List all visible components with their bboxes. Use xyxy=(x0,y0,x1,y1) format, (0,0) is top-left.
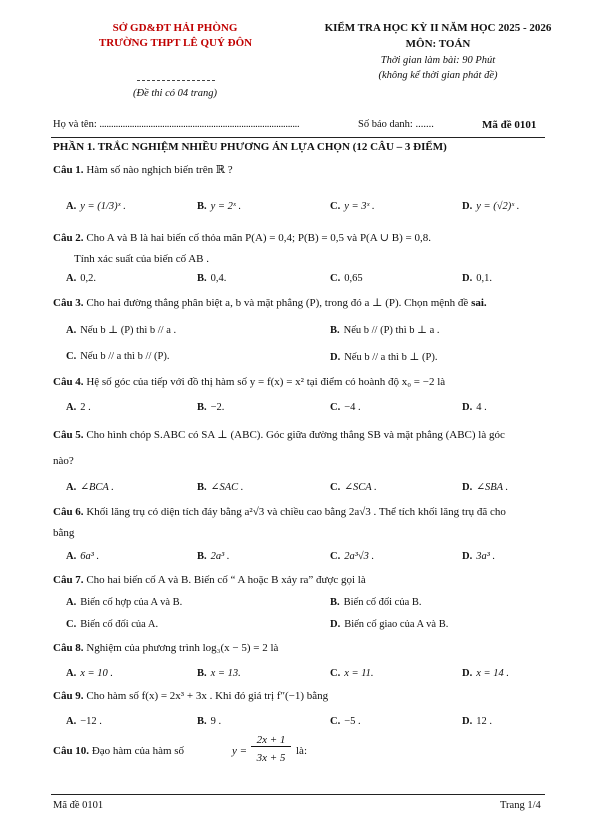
q7-option-a[interactable]: A. Biến cố hợp của A và B. xyxy=(66,597,183,608)
question-3-text: Cho hai đường thẳng phân biệt a, b và mặt phẳng (P), trong đó a ⊥ (P). Chọn mệnh đề xyxy=(86,297,469,309)
student-id-label: Số báo danh: xyxy=(358,119,413,130)
q5-option-b[interactable]: B. ∠SAC . xyxy=(197,482,244,493)
q7-option-d[interactable]: D. Biến cố giao của A và B. xyxy=(330,619,449,630)
q5-option-a[interactable]: A. ∠BCA . xyxy=(66,482,114,493)
subject: MÔN: TOÁN xyxy=(405,38,471,50)
q10-tail: là: xyxy=(296,745,307,757)
q6-option-a[interactable]: A. 6a³ . xyxy=(66,551,100,562)
q3-option-a[interactable]: A. Nếu b ⊥ (P) thì b // a . xyxy=(66,325,177,336)
q4-option-b[interactable]: B. −2. xyxy=(197,402,225,413)
q2-option-d[interactable]: D. 0,1. xyxy=(462,273,492,284)
student-id-field xyxy=(358,119,434,130)
q9-option-a[interactable]: A. −12 . xyxy=(66,716,102,727)
q1-option-a[interactable]: A. y = (1/3)ˣ . xyxy=(66,201,126,212)
department-name: SỞ GD&ĐT HẢI PHÒNG xyxy=(112,22,238,34)
q9-option-d[interactable]: D. 12 . xyxy=(462,716,492,727)
question-2: Câu 2. Cho A và B là hai biến cố thỏa mãn P(A) = 0,4; P(B) = 0,5 và P(A ∪ B) = 0,8. xyxy=(53,232,431,244)
q10-numerator: 2x + 1 xyxy=(251,734,291,747)
footer-rule xyxy=(51,794,545,795)
question-6-text: Khối lăng trụ có diện tích đáy bằng a²√3 và chiều cao bằng 2a√3 . Thể tích khối lăng trụ đã cho xyxy=(86,506,506,518)
question-10-text: Đạo hàm của hàm số xyxy=(91,745,185,757)
school-name: TRƯỜNG THPT LÊ QUÝ ĐÔN xyxy=(98,37,253,49)
q6-option-d[interactable]: D. 3a³ . xyxy=(462,551,496,562)
q8-option-a[interactable]: A. x = 10 . xyxy=(66,668,113,679)
q6-option-c[interactable]: C. 2a³√3 . xyxy=(330,551,375,562)
question-10: Câu 10. Đạo hàm của hàm số xyxy=(53,745,185,757)
question-1: Câu 1. Hàm số nào nghịch biến trên ℝ ? xyxy=(53,164,233,176)
divider xyxy=(137,80,215,81)
question-2-text: Cho A và B là hai biến cố thỏa mãn P(A) = 0,4; P(B) = 0,5 và P(A ∪ B) = 0,8. xyxy=(86,232,431,244)
q2-option-b[interactable]: B. 0,4. xyxy=(197,273,227,284)
question-1-text: Hàm số nào nghịch biến trên ℝ ? xyxy=(86,164,233,176)
section-title: PHẦN 1. TRẮC NGHIỆM NHIỀU PHƯƠNG ÁN LỰA CHỌN (12 CÂU – 3 ĐIỂM) xyxy=(53,141,447,153)
q4-option-c[interactable]: C. −4 . xyxy=(330,402,361,413)
q1-option-b[interactable]: B. y = 2ˣ . xyxy=(197,201,242,212)
q6-option-b[interactable]: B. 2a³ . xyxy=(197,551,230,562)
student-name-dots: ...................................................................................... xyxy=(99,119,300,130)
q7-option-b[interactable]: B. Biến cố đối của B. xyxy=(330,597,422,608)
exam-title: KIỂM TRA HỌC KỲ II NĂM HỌC 2025 - 2026 xyxy=(324,22,552,34)
duration-note: (không kể thời gian phát đề) xyxy=(378,70,498,81)
q5-option-c[interactable]: C. ∠SCA . xyxy=(330,482,377,493)
q2-option-a[interactable]: A. 0,2. xyxy=(66,273,96,284)
question-5-text-2: nào? xyxy=(53,455,74,467)
student-name-field xyxy=(53,119,299,130)
question-5: Câu 5. Cho hình chóp S.ABC có SA ⊥ (ABC). Góc giữa đường thẳng SB và mặt phẳng (ABC) là góc xyxy=(53,429,505,441)
footer-exam-code: Mã đề 0101 xyxy=(53,800,104,811)
q7-option-c[interactable]: C. Biến cố đối của A. xyxy=(66,619,159,630)
q10-denominator: 3x + 5 xyxy=(256,752,286,764)
q5-option-d[interactable]: D. ∠SBA . xyxy=(462,482,509,493)
exam-duration: Thời gian làm bài: 90 Phút xyxy=(380,55,496,66)
q4-option-d[interactable]: D. 4 . xyxy=(462,402,487,413)
q2-option-c[interactable]: C. 0,65 xyxy=(330,273,363,284)
page-count-note: (Đề thi có 04 trang) xyxy=(133,88,217,99)
footer-page-number: Trang 1/4 xyxy=(500,800,541,811)
exam-code: Mã đề 0101 xyxy=(482,119,537,131)
q3-option-b[interactable]: B. Nếu b // (P) thì b ⊥ a . xyxy=(330,325,440,336)
student-name-label: Họ và tên: xyxy=(53,119,97,130)
question-4: Câu 4. Hệ số góc của tiếp với đồ thị hàm số y = f(x) = x² tại điểm có hoành độ x₀ = −2 là xyxy=(53,376,446,388)
q4-option-a[interactable]: A. 2 . xyxy=(66,402,91,413)
question-7: Câu 7. Cho hai biến cố A và B. Biến cố “ A hoặc B xảy ra” được gọi là xyxy=(53,574,366,586)
q8-option-b[interactable]: B. x = 13. xyxy=(197,668,241,679)
question-9: Câu 9. Cho hàm số f(x) = 2x³ + 3x . Khi đó giá trị f″(−1) bằng xyxy=(53,690,329,702)
question-6: Câu 6. Khối lăng trụ có diện tích đáy bằng a²√3 và chiều cao bằng 2a√3 . Thể tích khối lăng trụ đã cho xyxy=(53,506,506,518)
question-8: Câu 8. Nghiệm của phương trình log₃(x − 5) = 2 là xyxy=(53,642,279,654)
q9-option-b[interactable]: B. 9 . xyxy=(197,716,222,727)
question-3: Câu 3. Cho hai đường thẳng phân biệt a, b và mặt phẳng (P), trong đó a ⊥ (P). Chọn mệnh đề sai. xyxy=(53,297,487,309)
student-id-dots: ....... xyxy=(415,119,434,130)
q1-option-c[interactable]: C. y = 3ˣ . xyxy=(330,201,375,212)
q1-option-d[interactable]: D. y = (√2)ˣ . xyxy=(462,201,520,212)
question-7-text: Cho hai biến cố A và B. Biến cố “ A hoặc B xảy ra” được gọi là xyxy=(86,574,366,586)
q8-option-d[interactable]: D. x = 14 . xyxy=(462,668,509,679)
q9-option-c[interactable]: C. −5 . xyxy=(330,716,361,727)
q10-lhs: y = xyxy=(232,745,248,757)
q3-option-c[interactable]: C. Nếu b // a thì b // (P). xyxy=(66,351,170,362)
question-2-text-2: Tính xác suất của biến cố AB . xyxy=(74,253,210,265)
question-6-text-2: bằng xyxy=(53,527,75,539)
header-rule xyxy=(51,137,545,138)
question-8-text: Nghiệm của phương trình log₃(x − 5) = 2 là xyxy=(86,642,279,654)
q8-option-c[interactable]: C. x = 11. xyxy=(330,668,374,679)
question-5-text: Cho hình chóp S.ABC có SA ⊥ (ABC). Góc giữa đường thẳng SB và mặt phẳng (ABC) là góc xyxy=(86,429,505,441)
question-4-text: Hệ số góc của tiếp với đồ thị hàm số y = f(x) = x² tại điểm có hoành độ x₀ = −2 là xyxy=(86,376,446,388)
q3-option-d[interactable]: D. Nếu b // a thì b ⊥ (P). xyxy=(330,352,438,363)
question-9-text: Cho hàm số f(x) = 2x³ + 3x . Khi đó giá trị f″(−1) bằng xyxy=(86,690,329,702)
